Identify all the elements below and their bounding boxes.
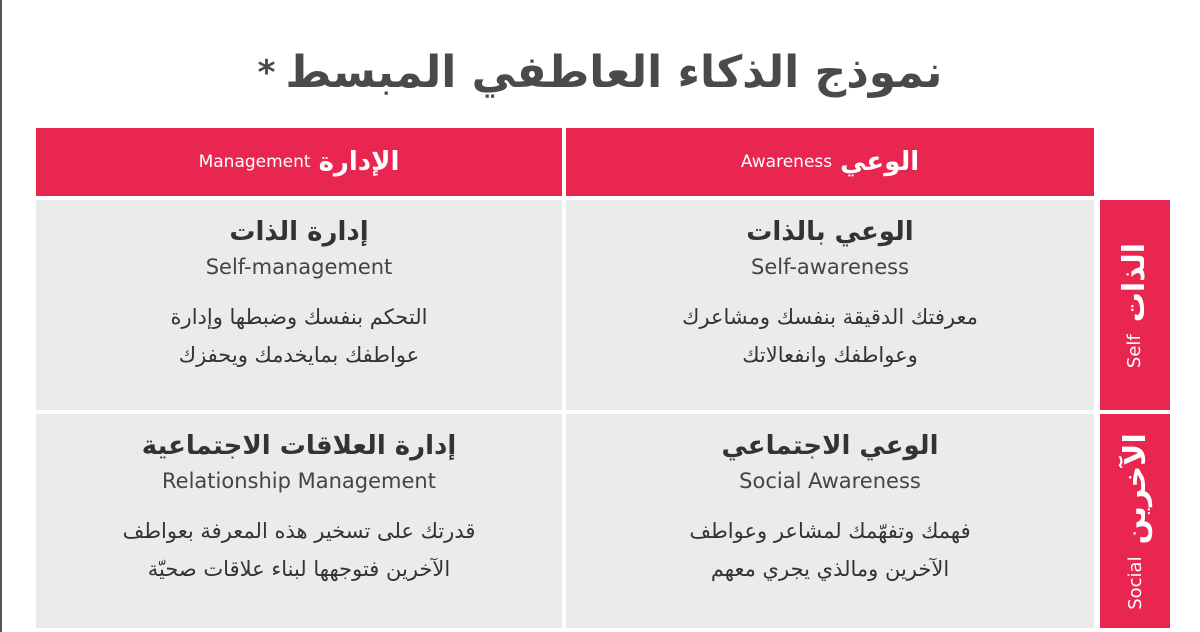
description-line: عواطفك بمايخدمك ويحفزك <box>178 343 420 367</box>
cell-self-awareness <box>566 200 1094 410</box>
description-line: الآخرين فتوجهها لبناء علاقات صحيّة <box>147 557 451 581</box>
row-header-social-en: Social <box>1124 555 1146 610</box>
title-text: نموذج الذكاء العاطفي المبسط <box>285 47 943 98</box>
cell-social-awareness <box>566 414 1094 628</box>
cell-relationship-management <box>36 414 562 628</box>
column-header-management-en: Management <box>198 152 311 172</box>
column-header-awareness <box>566 128 1094 196</box>
description-line: الآخرين ومالذي يجري معهم <box>710 557 950 581</box>
cell-self-management <box>36 200 562 410</box>
title-asterisk: * <box>257 53 276 93</box>
cell-relationship-management-description <box>123 512 476 588</box>
cell-relationship-management-title-ar: إدارة العلاقات الاجتماعية <box>141 431 457 461</box>
cell-self-awareness-description <box>682 298 978 374</box>
cell-self-awareness-title-en: Self-awareness <box>750 255 910 279</box>
description-line: معرفتك الدقيقة بنفسك ومشاعرك <box>682 305 978 329</box>
cell-self-management-description <box>171 298 428 374</box>
description-line: التحكم بنفسك وضبطها وإدارة <box>170 305 428 329</box>
row-header-social <box>1100 414 1170 628</box>
column-header-awareness-en: Awareness <box>740 152 833 172</box>
row-header-self <box>1100 200 1170 410</box>
column-header-management-ar: الإدارة <box>318 147 400 177</box>
row-header-self-ar: الذات <box>1117 242 1153 322</box>
description-line: قدرتك على تسخير هذه المعرفة بعواطف <box>122 519 476 543</box>
page-title <box>0 38 1200 108</box>
description-line: فهمك وتفهّمك لمشاعر وعواطف <box>689 519 971 543</box>
column-header-management <box>36 128 562 196</box>
cell-relationship-management-title-en: Relationship Management <box>162 469 436 493</box>
row-header-self-en: Self <box>1124 333 1146 368</box>
cell-social-awareness-description <box>689 512 970 588</box>
cell-self-awareness-title-ar: الوعي بالذات <box>746 217 914 247</box>
row-header-social-ar: الآخرين <box>1117 432 1153 544</box>
description-line: وعواطفك وانفعالاتك <box>742 343 918 367</box>
cell-social-awareness-title-en: Social Awareness <box>739 469 921 493</box>
cell-self-management-title-ar: إدارة الذات <box>229 217 369 247</box>
column-header-awareness-ar: الوعي <box>840 147 920 177</box>
cell-self-management-title-en: Self-management <box>205 255 393 279</box>
cell-social-awareness-title-ar: الوعي الاجتماعي <box>721 431 939 461</box>
